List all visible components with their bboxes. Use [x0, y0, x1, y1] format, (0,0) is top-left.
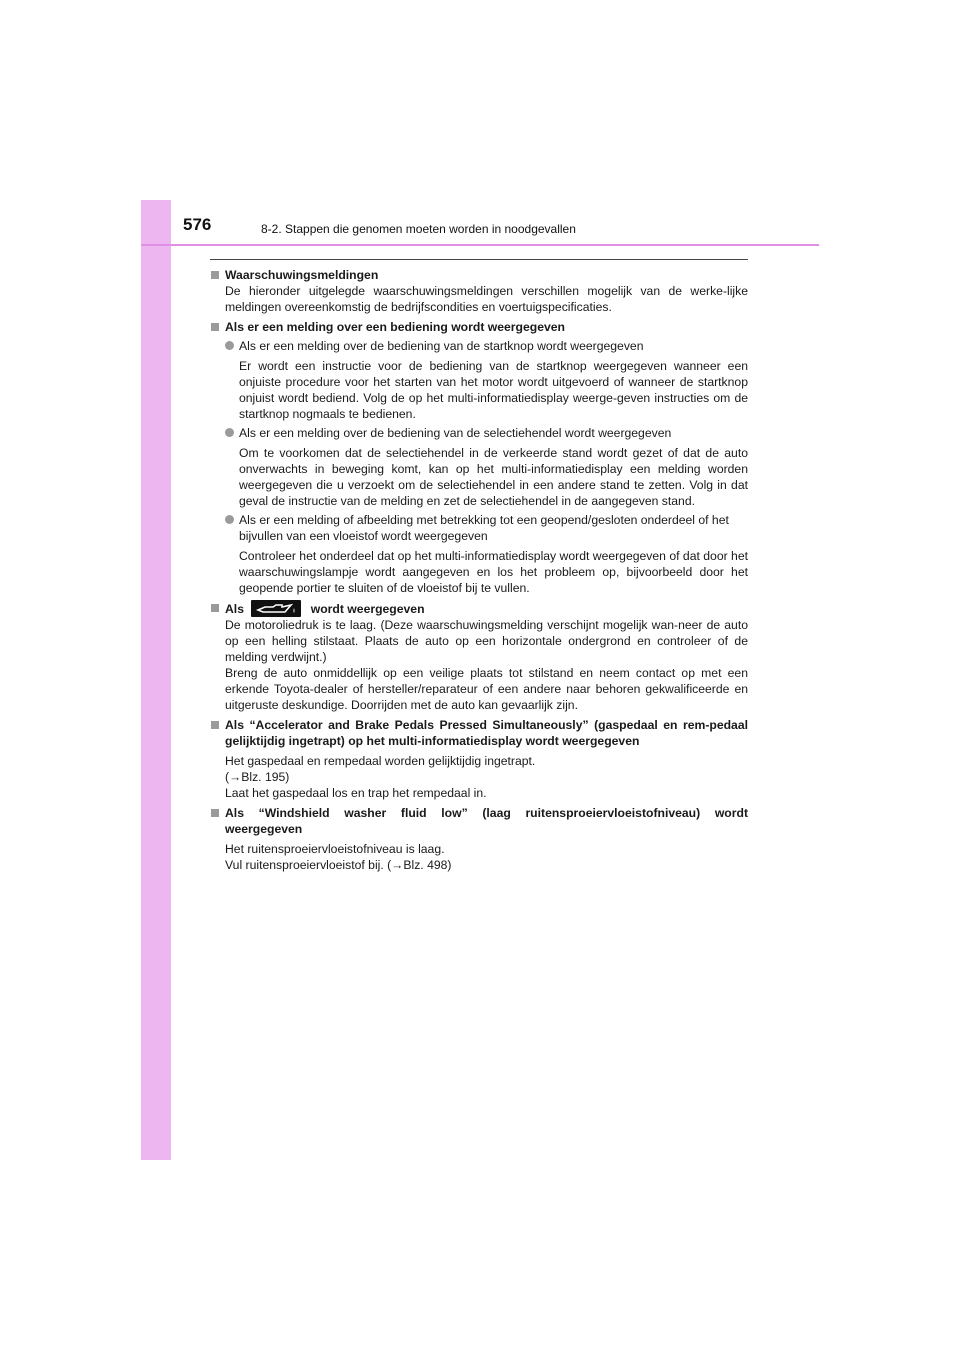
square-bullet-icon	[211, 271, 219, 279]
square-bullet-icon	[211, 809, 219, 817]
paragraph: Controleer het onderdeel dat op het multi-informatiedisplay wordt weergegeven of dat door het waarschuwingslampje wordt aangegeven en los het probleem op, bijvoorbeeld door het geopende portier te sluiten of de vloeistof bij te vullen.	[239, 549, 748, 595]
page-content	[211, 267, 748, 877]
paragraph: Om te voorkomen dat de selectiehendel in de verkeerde stand wordt gezet of dat de auto onverwachts in beweging komt, kan op het multi-informatiedisplay een melding worden weergegeven die u verzoekt om de selectiehendel in een andere stand te zetten. Volg in dat geval de instructie van de melding en zet de selectiehendel in de aangegeven stand.	[239, 446, 748, 508]
paragraph: Het ruitensproeiervloeistofniveau is laag.	[225, 842, 445, 856]
bullet-start-button	[225, 338, 748, 422]
side-tab	[141, 200, 171, 1160]
paragraph: De hieronder uitgelegde waarschuwingsmeldingen verschillen mogelijk van de werke-lijke meldingen overeenkomstig de bedrijfscondities en voertuigspecificaties.	[225, 284, 748, 314]
header-rule	[141, 244, 819, 246]
oil-pressure-icon	[251, 600, 301, 617]
paragraph: Laat het gaspedaal los en trap het rempedaal in.	[225, 786, 487, 800]
section-heading: Waarschuwingsmeldingen	[225, 268, 379, 282]
circle-bullet-icon	[225, 341, 234, 350]
bullet-open-part	[225, 512, 748, 596]
square-bullet-icon	[211, 721, 219, 729]
circle-bullet-icon	[225, 515, 234, 524]
section-operation-message	[211, 319, 748, 596]
section-divider	[210, 259, 748, 260]
section-washer-fluid	[211, 805, 748, 873]
paragraph: Er wordt een instructie voor de bediening van de startknop weergegeven wanneer een onjuiste procedure voor het starten van het motor wordt uitgevoerd of wanneer de startknop onjuist wordt bediend. Volg de op het multi-informatiedisplay weerge-geven instructies om de startknop nogmaals te bedienen.	[239, 359, 748, 421]
square-bullet-icon	[211, 604, 219, 612]
bullet-title: Als er een melding of afbeelding met betrekking tot een geopend/gesloten onderdeel of het bijvullen van een vloeistof wordt weergegeven	[239, 513, 729, 543]
paragraph: Vul ruitensproeiervloeistof bij. (→Blz. 498)	[225, 858, 452, 872]
page-reference: (→Blz. 195)	[225, 770, 290, 784]
chapter-title: 8-2. Stappen die genomen moeten worden in noodgevallen	[261, 222, 576, 236]
paragraph: De motoroliedruk is te laag. (Deze waarschuwingsmelding verschijnt mogelijk wan-neer de auto op een helling stilstaat. Plaats de auto op een horizontale ondergrond en controleer of de melding verdwijnt.)	[225, 618, 748, 664]
circle-bullet-icon	[225, 428, 234, 437]
paragraph: Breng de auto onmiddellijk op een veilige plaats tot stilstand en neem contact op met een erkende Toyota-dealer of hersteller/reparateur of een andere naar behoren gekwalificeerde en uitgeruste deskundige. Doorrijden met de auto kan gevaarlijk zijn.	[225, 666, 748, 712]
section-heading: Als wordt weergegeven	[225, 602, 425, 616]
section-heading: Als “Windshield washer fluid low” (laag ruitensproeiervloeistofniveau) wordt weergegeven	[225, 806, 748, 836]
section-heading: Als “Accelerator and Brake Pedals Pressed Simultaneously” (gaspedaal en rem-pedaal gelijktijdig ingetrapt) op het multi-informatiedisplay wordt weergegeven	[225, 718, 748, 748]
bullet-title: Als er een melding over de bediening van de startknop wordt weergegeven	[239, 339, 644, 353]
section-oil-pressure	[211, 600, 748, 713]
bullet-shift-lever	[225, 425, 748, 509]
bullet-title: Als er een melding over de bediening van de selectiehendel wordt weergegeven	[239, 426, 672, 440]
section-pedals	[211, 717, 748, 801]
section-warning-messages	[211, 267, 748, 315]
square-bullet-icon	[211, 323, 219, 331]
page-number: 576	[183, 215, 212, 234]
section-heading: Als er een melding over een bediening wordt weergegeven	[225, 320, 565, 334]
paragraph: Het gaspedaal en rempedaal worden gelijktijdig ingetrapt.	[225, 754, 536, 768]
